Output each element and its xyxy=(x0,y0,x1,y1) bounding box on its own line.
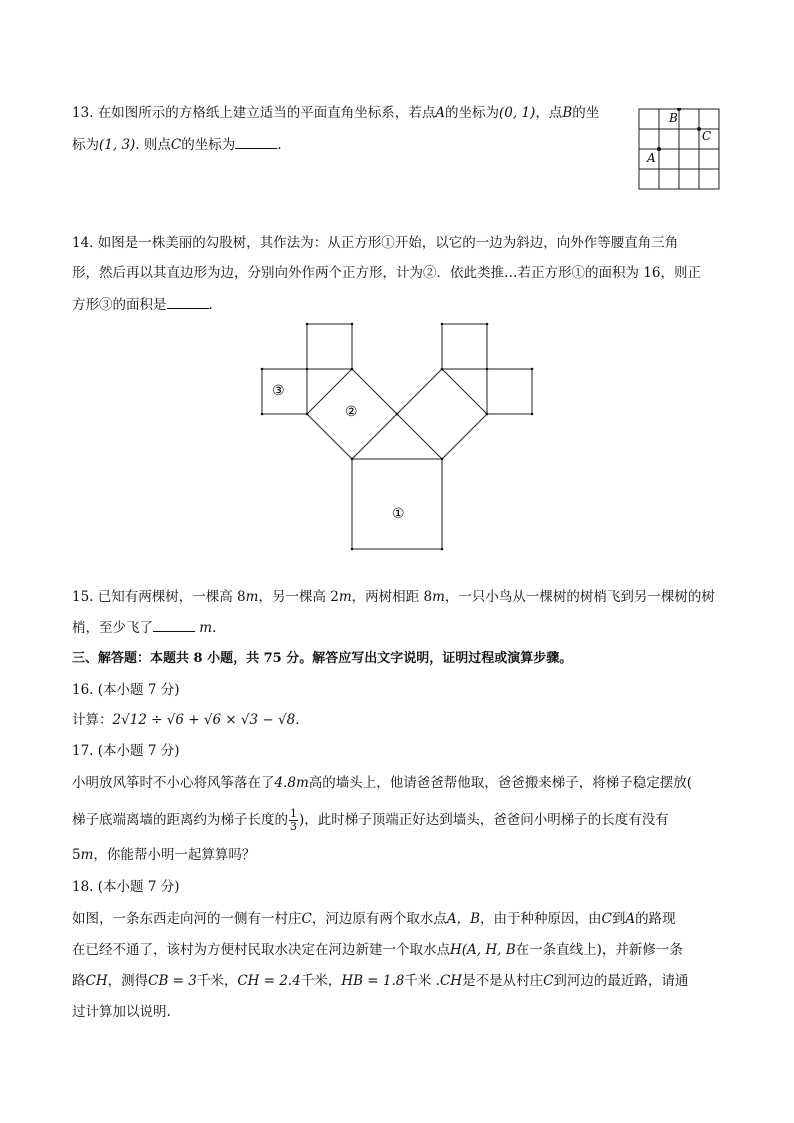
q18-header: 18. (本小题 7 分) xyxy=(72,879,180,895)
square-2-right xyxy=(397,369,487,459)
q18-line-3: 路CH，测得CB = 3千米，CH = 2.4千米，HB = 1.8千米 .CH是不是从村庄C到河边的最近路，请通 xyxy=(72,973,689,989)
answer-blank-14[interactable] xyxy=(167,294,209,309)
point-a-text: A xyxy=(435,105,446,121)
q18-line-4: 过计算加以说明. xyxy=(72,1004,171,1020)
square-3-right-top xyxy=(442,324,487,369)
q16-body: 计算：2√12 ÷ √6 + √6 × √3 − √8. xyxy=(72,712,300,728)
answer-blank-13[interactable] xyxy=(235,134,277,149)
q15-line-1: 15. 已知有两棵树，一棵高 8m，另一棵高 2m，两树相距 8m，一只小鸟从一棵树的树梢飞到另一棵树的树 xyxy=(72,589,715,605)
q17-line-3: 5m，你能帮小明一起算算吗？ xyxy=(72,847,256,863)
coord-a: (0, 1) xyxy=(499,105,536,121)
q17-line-2: 梯子底端离墙的距离约为梯子长度的 $\frac{1}{3}$ )，此时梯子顶端正好达到墙头，爸爸问小明梯子的长度有没有 xyxy=(72,807,669,833)
q17-header: 17. (本小题 7 分) xyxy=(72,743,180,759)
q13-line-2: 标为(1, 3). 则点C的坐标为 . xyxy=(72,134,282,155)
label-square-1: ① xyxy=(392,506,405,522)
coord-b: (1, 3). xyxy=(99,137,140,153)
grid-label-c: C xyxy=(702,129,712,143)
label-square-3: ③ xyxy=(272,383,285,399)
square-3-right-side xyxy=(487,369,532,414)
square-1 xyxy=(352,459,442,549)
point-c-text: C xyxy=(170,137,182,153)
point-b-text: B xyxy=(562,105,573,121)
square-3-left-top xyxy=(307,324,352,369)
q14-line-1: 14. 如图是一株美丽的勾股树，其作法为：从正方形①开始，以它的一边为斜边，向外作等腰直角三角 xyxy=(72,235,679,251)
q16-expression: 2√12 ÷ √6 + √6 × √3 − √8. xyxy=(112,712,300,728)
grid-point-c xyxy=(697,127,701,131)
q17-line-1: 小明放风筝时不小心将风筝落在了4.8m高的墙头上，他请爸爸帮他取，爸爸搬来梯子，将梯子稳定摆放( xyxy=(72,775,693,791)
grid-point-a xyxy=(657,147,661,151)
q15-line-2: 梢，至少飞了 m. xyxy=(72,617,216,638)
answer-blank-15[interactable] xyxy=(153,617,195,632)
grid-label-b: B xyxy=(669,111,678,125)
q16-header: 16. (本小题 7 分) xyxy=(72,682,180,698)
q18-line-1: 如图，一条东西走向河的一侧有一村庄C，河边原有两个取水点A，B，由于种种原因，由C到A的路现 xyxy=(72,911,676,927)
q18-line-2: 在已经不通了，该村为方便村民取水决定在河边新建一个取水点H(A, H, B在一条直线上)，并新修一条 xyxy=(72,942,683,958)
section-3-heading: 三、解答题：本题共 8 小题，共 75 分。解答应写出文字说明，证明过程或演算步骤。 xyxy=(72,651,573,666)
grid-label-a: A xyxy=(647,151,656,165)
q14-line-3: 方形③的面积是 . xyxy=(72,294,213,315)
pythagoras-tree-figure xyxy=(255,318,545,556)
q13-line-1: 13. 在如图所示的方格纸上建立适当的平面直角坐标系，若点A的坐标为(0, 1)，点B的坐 xyxy=(72,105,600,121)
q13-grid-figure xyxy=(638,108,722,192)
fraction-one-third: $\frac{1}{3}$ xyxy=(290,807,297,833)
q14-line-2: 形，然后再以其直边形为边，分别向外作两个正方形，计为②．依此类推…若正方形①的面积为 16，则正 xyxy=(72,265,701,281)
label-square-2: ② xyxy=(345,404,358,420)
